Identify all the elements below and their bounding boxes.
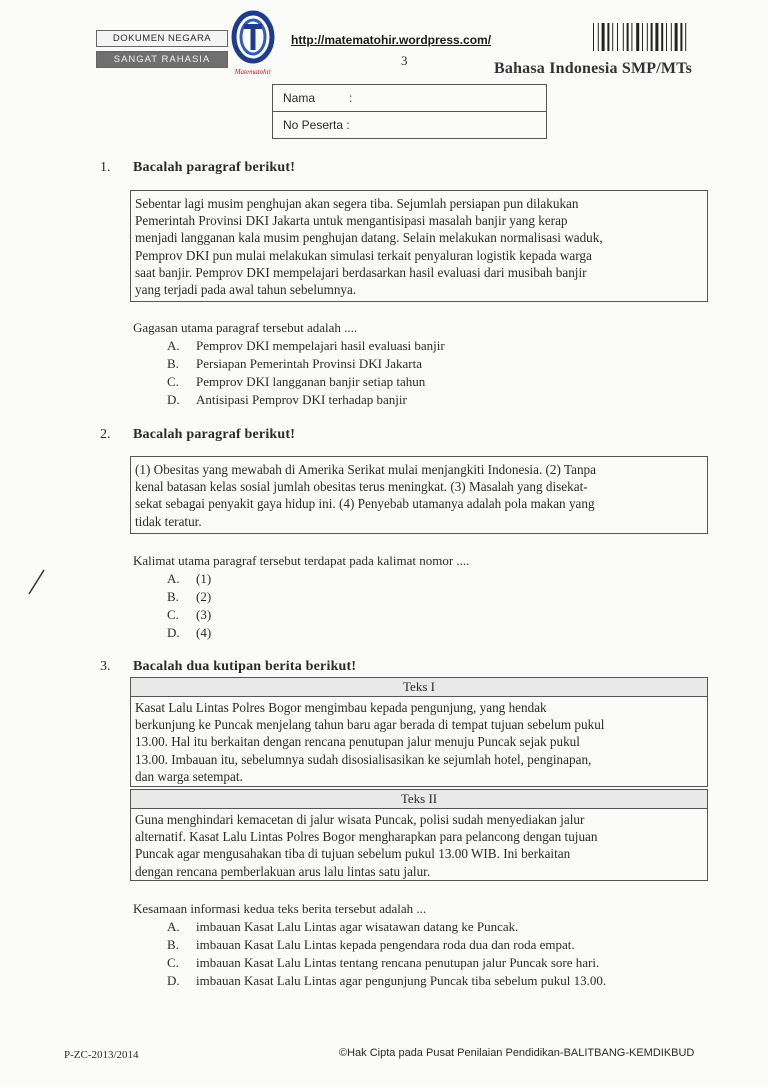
question-heading: Bacalah paragraf berikut! — [133, 427, 296, 442]
text-one-body — [135, 699, 701, 785]
name-row[interactable] — [273, 85, 546, 112]
paragraph-line: sekat sebagai penyakit gaya hidup ini. (4) Penyebab utamanya adalah pola makan yang — [135, 496, 595, 512]
barcode-bar — [655, 23, 658, 51]
option-letter[interactable]: A. — [167, 571, 180, 586]
option-text[interactable]: (2) — [196, 589, 212, 604]
option-text[interactable]: Pemprov DKI langganan banjir setiap tahun — [196, 374, 426, 389]
option-text[interactable]: Pemprov DKI mempelajari hasil evaluasi banjir — [196, 338, 445, 353]
paragraph-line: 13.00. Hal itu berkaitan dengan rencana penutupan jalur menuju Puncak sejak pukul — [135, 734, 580, 750]
question-number: 3. — [100, 659, 111, 674]
paragraph-line: menjadi langganan kala musim penghujan datang. Selain melakukan normalisasi waduk, — [135, 230, 603, 246]
barcode-bar — [642, 23, 643, 51]
paragraph-line: Guna menghindari kemacetan di jalur wisata Puncak, polisi sudah menyediakan jalur — [135, 812, 585, 827]
option-text[interactable]: imbauan Kasat Lalu Lintas agar wisatawan datang ke Puncak. — [196, 919, 519, 934]
question-stem: Kesamaan informasi kedua teks berita tersebut adalah ... — [133, 901, 427, 916]
option-text[interactable]: Persiapan Pemerintah Provinsi DKI Jakarta — [196, 356, 423, 371]
paragraph-line: tidak teratur. — [135, 513, 202, 529]
paragraph-text — [135, 461, 701, 530]
paragraph-line: berkunjung ke Puncak menjelang tahun baru agar berada di tempat tujuan sebelum pukul — [135, 717, 605, 733]
text-one-title: Teks I — [130, 677, 708, 697]
paragraph-line: dan warga setempat. — [135, 768, 243, 784]
option-text[interactable]: Antisipasi Pemprov DKI terhadap banjir — [196, 392, 407, 407]
option-letter[interactable]: C. — [167, 607, 179, 622]
source-url-link[interactable]: http://matematohir.wordpress.com/ — [291, 33, 492, 47]
option-letter[interactable]: D. — [167, 625, 180, 640]
barcode-bar — [617, 23, 618, 51]
paragraph-line: (1) Obesitas yang mewabah di Amerika Serikat mulai menjangkiti Indonesia. (2) Tanpa — [135, 462, 597, 477]
barcode-bar — [685, 23, 686, 51]
name-colon: : — [349, 91, 353, 105]
barcode-bar — [593, 23, 594, 51]
barcode-bar — [623, 23, 624, 51]
copyright-notice: ©Hak Cipta pada Pusat Penilaian Pendidikan-BALITBANG-KEMDIKBUD — [339, 1047, 695, 1059]
paragraph-text — [135, 195, 701, 298]
barcode — [593, 23, 709, 51]
exam-code: P-ZC-2013/2014 — [64, 1049, 139, 1061]
text-two-body — [135, 811, 701, 880]
question-number: 1. — [100, 160, 111, 175]
barcode-bar — [680, 23, 682, 51]
option-text[interactable]: imbauan Kasat Lalu Lintas agar pengunjung Puncak tiba sebelum pukul 13.00. — [196, 973, 607, 988]
matematohir-logo — [228, 10, 278, 78]
option-text[interactable]: (3) — [196, 607, 212, 622]
option-text[interactable]: imbauan Kasat Lalu Lintas tentang rencana penutupan jalur Puncak sore hari. — [196, 955, 600, 970]
barcode-bar — [607, 23, 609, 51]
text-two-title: Teks II — [130, 789, 708, 809]
barcode-bar — [602, 23, 605, 51]
barcode-bar — [598, 23, 599, 51]
question-stem: Gagasan utama paragraf tersebut adalah .... — [133, 320, 358, 335]
option-letter[interactable]: D. — [167, 392, 180, 407]
participant-number-label: No Peserta : — [283, 118, 350, 132]
document-classification-label: DOKUMEN NEGARA — [96, 30, 228, 47]
subject-title: Bahasa Indonesia SMP/MTs — [494, 60, 693, 77]
option-letter[interactable]: C. — [167, 374, 179, 389]
name-label: Nama — [283, 91, 316, 105]
option-letter[interactable]: B. — [167, 937, 179, 952]
paragraph-line: Pemerintah Provinsi DKI Jakarta untuk mengantisipasi masalah banjir yang kerap — [135, 213, 568, 229]
option-letter[interactable]: A. — [167, 338, 180, 353]
option-letter[interactable]: C. — [167, 955, 179, 970]
paragraph-line: kenal batasan kelas sosial jumlah obesitas terus meningkat. (3) Masalah yang disekat- — [135, 479, 588, 495]
secret-stamp: SANGAT RAHASIA — [96, 51, 228, 68]
paragraph-line: alternatif. Kasat Lalu Lintas Polres Bogor mengharapkan para pelancong dengan tujuan — [135, 829, 598, 845]
paragraph-line: Sebentar lagi musim penghujan akan segera tiba. Sejumlah persiapan pun dilakukan — [135, 196, 579, 211]
barcode-bar — [636, 23, 639, 51]
barcode-bar — [661, 23, 663, 51]
barcode-bar — [627, 23, 629, 51]
pen-stroke-mark — [26, 568, 46, 596]
option-letter[interactable]: A. — [167, 919, 180, 934]
question-stem: Kalimat utama paragraf tersebut terdapat pada kalimat nomor .... — [133, 553, 470, 568]
barcode-bar — [671, 23, 672, 51]
paragraph-line: saat banjir. Pemprov DKI mempelajari berdasarkan hasil evaluasi dari musibah banjir — [135, 264, 587, 280]
identity-box — [272, 84, 547, 139]
paragraph-line: 13.00. Imbauan itu, sebelumnya sudah disosialisasikan ke sejumlah hotel, penginapan, — [135, 751, 592, 767]
barcode-bar — [631, 23, 632, 51]
barcode-bar — [666, 23, 667, 51]
barcode-bar — [675, 23, 678, 51]
paragraph-line: yang terjadi pada awal tahun sebelumnya. — [135, 282, 357, 298]
option-text[interactable]: imbauan Kasat Lalu Lintas kepada pengendara roda dua dan roda empat. — [196, 937, 575, 952]
participant-row[interactable] — [273, 112, 546, 138]
page-number: 3 — [401, 53, 408, 68]
option-letter[interactable]: B. — [167, 589, 179, 604]
paragraph-line: dengan rencana pemberlakuan arus lalu lintas satu jalur. — [135, 863, 431, 879]
option-letter[interactable]: B. — [167, 356, 179, 371]
option-letter[interactable]: D. — [167, 973, 180, 988]
barcode-bar — [647, 23, 648, 51]
option-text[interactable]: (4) — [196, 625, 212, 640]
option-text[interactable]: (1) — [196, 571, 212, 586]
logo-caption: Matematohir — [234, 68, 272, 76]
barcode-bar — [612, 23, 613, 51]
barcode-bar — [651, 23, 653, 51]
paragraph-line: Puncak agar mengusahakan tiba di tujuan sebelum pukul 13.00 WIB. Ini berkaitan — [135, 846, 571, 862]
question-heading: Bacalah dua kutipan berita berikut! — [133, 659, 357, 674]
question-heading: Bacalah paragraf berikut! — [133, 160, 296, 175]
paragraph-line: Kasat Lalu Lintas Polres Bogor mengimbau kepada pengunjung, yang hendak — [135, 700, 547, 715]
question-number: 2. — [100, 427, 111, 442]
paragraph-line: Pemprov DKI pun mulai melakukan simulasi terkait penyaluran logistik kepada warga — [135, 247, 592, 263]
